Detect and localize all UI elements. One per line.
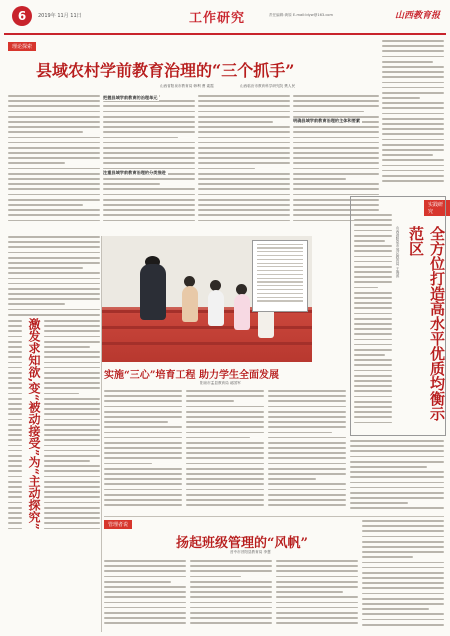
editor-info: 责任编辑:黄原 E-mail:ldyw@163.com [269,13,334,17]
main-subhead-1: 把握县域学前教育的治理单元 [103,95,158,100]
right-article-text [354,214,392,432]
bottom-divider [104,516,444,517]
photo-teacher [140,264,166,320]
middle-text-col-1 [104,390,182,514]
photo-child [234,294,250,330]
bottom-text-col-3 [276,560,358,630]
issue-date: 2019年 11月 11日 [38,13,82,19]
main-text-col-3 [198,95,290,230]
main-subhead-2: 明确县域学前教育治理的主体和要素 [293,118,361,123]
main-text-col-1 [8,95,100,230]
photo-caption-box [252,240,308,312]
main-byline-left: 山西省阳泉市教育局 韩利 曹 素霞 [160,84,214,88]
main-text-col-2 [103,95,195,230]
bottom-byline: 晋中市昔阳县教育局 李慧 [230,550,271,554]
bottom-text-col-4 [362,520,444,630]
left-column-divider [101,236,102,632]
right-vertical-headline: 全方位打造高水平优质均衡示范区 [407,226,446,421]
left-vertical-text [44,320,100,534]
right-lower-text [350,440,444,514]
right-top-text [382,40,444,190]
masthead [4,3,446,33]
right-vertical-byline: 山西省阳泉市郊区教育局 王海滨 [396,226,400,278]
tag-practice: 实践研究 [424,200,450,216]
tag-theory: 理论探索 [8,42,36,51]
photo-child [182,286,198,322]
left-mid-text [8,236,100,318]
left-vertical-text-2 [8,320,22,534]
bottom-text-col-2 [190,560,272,630]
main-headline: 县域农村学前教育治理的“三个抓手” [36,61,295,80]
page-number-badge: 6 [12,6,32,26]
section-title: 工作研究 [189,11,246,26]
bottom-headline: 扬起班级管理的“风帆” [176,536,308,551]
middle-byline: 阳泉市盂县教育局 郝国军 [200,381,241,385]
main-byline-right: 山西临汾市教育科学研究院 樊人民 [240,84,296,88]
middle-headline: 实施“三心”培育工程 助力学生全面发展 [104,370,279,381]
newspaper-logo: 山西教育报 [394,11,440,21]
tag-manager: 管理者说 [104,520,132,529]
middle-text-col-2 [186,390,264,514]
bottom-text-col-1 [104,560,186,630]
main-subhead-3: 注重县域学前教育治理的分类推进 [103,170,166,175]
left-vertical-headline: 激发求知欲,变“被动接受”为“主动探究” [27,318,41,530]
masthead-rule [4,33,446,35]
middle-text-col-3 [268,390,346,514]
photo-child [208,290,224,326]
